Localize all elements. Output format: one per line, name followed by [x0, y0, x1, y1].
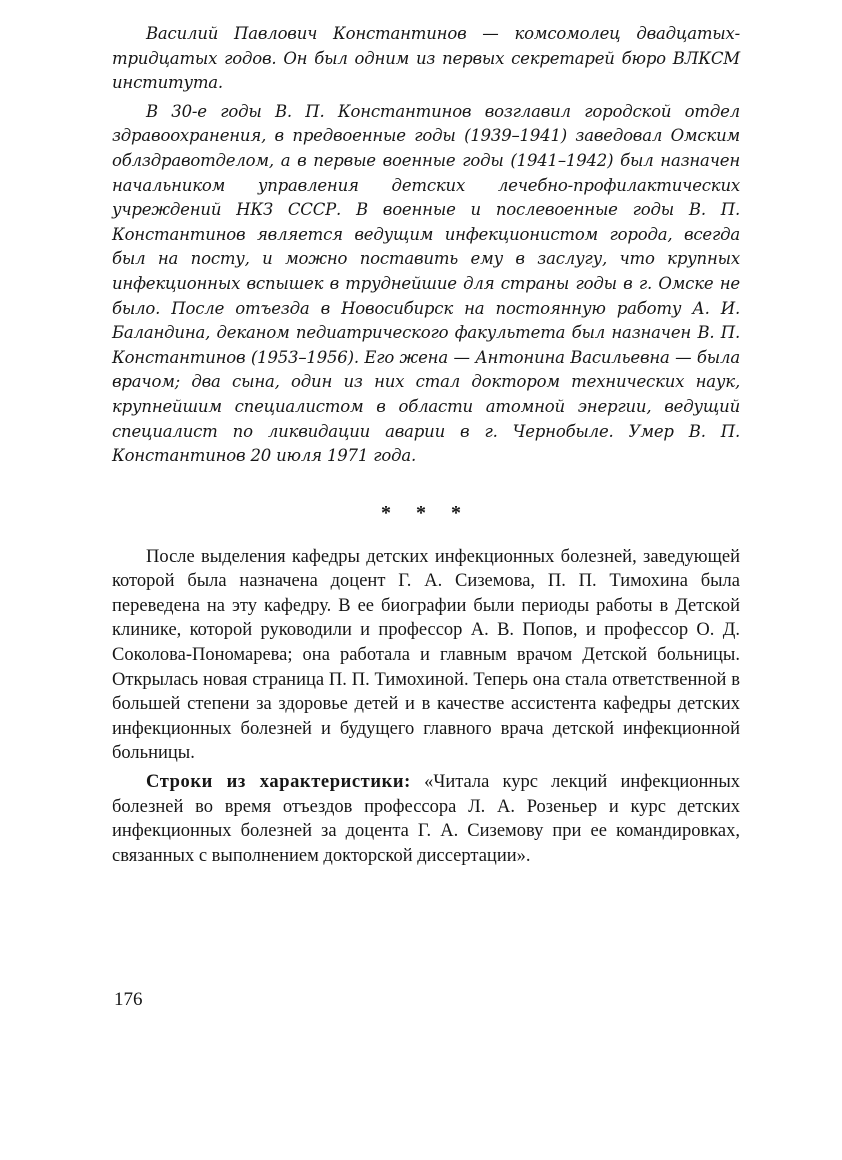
page-content [112, 22, 740, 868]
characteristic-quote: «Читала курс лекций инфекционных болезней во время отъездов профессора Л. А. Розеньер и курс детских инфекционных болезней за доцента Г. А. Сиземову при ее командировках, связанных с выполнением докторской диссертации». [112, 772, 740, 866]
italic-paragraph-2: В 30-е годы В. П. Константинов возглавил городской отдел здравоохранения, в предвоенные годы (1939–1941) заведовал Омским облздравотделом, а в первые военные годы (1941–1942) был назначен начальником управления детских лечебно-профилактических учреждений НКЗ СССР. В военные и послевоенные годы В. П. Константинов является ведущим инфекционистом города, всегда был на посту, и можно поставить ему в заслугу, что крупных инфекционных вспышек в труднейшие для страны годы в г. Омске не было. После отъезда в Новосибирск на постоянную работу А. И. Баландина, деканом педиатрического факультета был назначен В. П. Константинов (1953–1956). Его жена — Антонина Васильевна — была врачом; два сына, один из них стал доктором технических наук, крупнейшим специалистом в области атомной энергии, ведущий специалист по ликвидации аварии в г. Чернобыле. Умер В. П. Константинов 20 июля 1971 года. [112, 101, 740, 466]
body-paragraph-1: После выделения кафедры детских инфекционных болезней, заведующей которой была назначена доцент Г. А. Сиземова, П. П. Тимохина была переведена на эту кафедру. В ее биографии были периоды работы в Детской клинике, которой руководили и профессор А. В. Попов, и профессор О. Д. Соколова-Пономарева; она работала и главным врачом Детской больницы. Открылась новая страница П. П. Тимохиной. Теперь она стала ответственной в большей степени за здоровье детей и в качестве ассистента кафедры детских инфекционных болезней и будущего главного врача детской инфекционной больницы. [112, 546, 740, 764]
biography-italic-section [112, 22, 740, 469]
page-number: 176 [114, 989, 143, 1010]
italic-paragraph-1: Василий Павлович Константинов — комсомолец двадцатых-тридцатых годов. Он был одним из первых секретарей бюро ВЛКСМ института. [112, 24, 740, 93]
section-separator: * * * [381, 501, 471, 524]
main-text-section [112, 545, 740, 869]
characteristic-lead-label: Строки из характеристики: [146, 772, 411, 793]
body-paragraph-2 [112, 770, 740, 868]
